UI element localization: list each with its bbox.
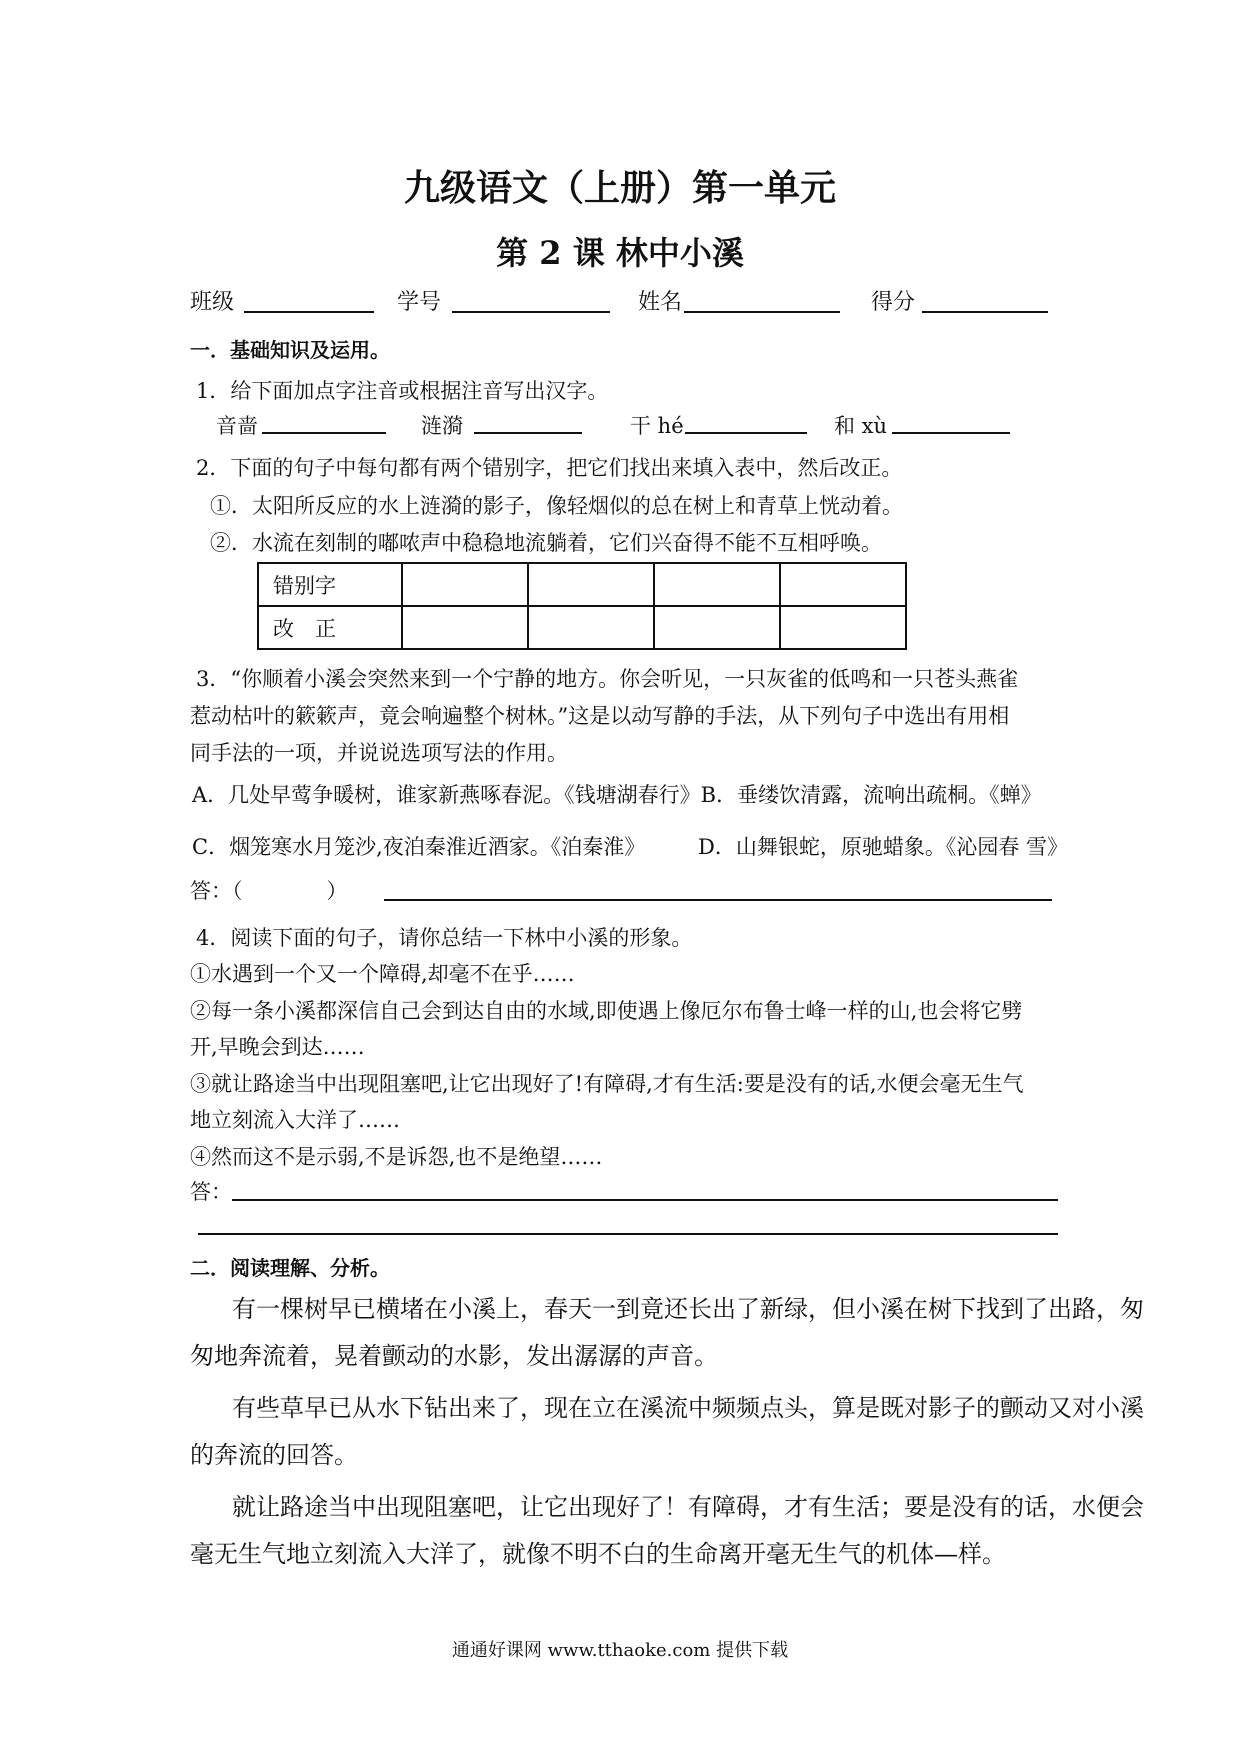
- q1-blank-1: [262, 410, 386, 434]
- q1-item-3: 干 hé: [630, 414, 684, 438]
- q2-sentence-1: ①．太阳所反应的水上涟漪的影子，像轻烟似的总在树上和青草上恍动着。: [210, 494, 903, 518]
- name-label: 姓名: [638, 290, 683, 315]
- q4-answer-label: 答：: [190, 1180, 232, 1204]
- table-row-label-corrections: 改 正: [258, 606, 402, 649]
- student-info-line: [190, 285, 1060, 319]
- table-cell[interactable]: [780, 606, 906, 649]
- q1-blank-2: [474, 410, 582, 434]
- passage-p1-line-1: 有一棵树早已横堵在小溪上，春天一到竟还长出了新绿，但小溪在树下找到了出路，匆: [232, 1295, 1144, 1323]
- table-cell[interactable]: [402, 606, 528, 649]
- passage-p2-line-2: 的奔流的回答。: [190, 1441, 358, 1469]
- q3-line-2: 惹动枯叶的簌簌声，竟会响遍整个树林。”这是以动写静的手法，从下列句子中选出有用相: [190, 704, 1010, 728]
- q4-answer-line-1[interactable]: [232, 1199, 1058, 1201]
- table-row: [258, 606, 906, 649]
- q1-blank-4: [892, 410, 1010, 434]
- table-cell[interactable]: [402, 563, 528, 606]
- passage-p1-line-2: 匆地奔流着，晃着颤动的水影，发出潺潺的声音。: [190, 1342, 718, 1370]
- q1-items: [216, 410, 1036, 440]
- table-row-label-errors: 错别字: [258, 563, 402, 606]
- student-id-label: 学号: [397, 290, 442, 315]
- table-cell[interactable]: [528, 606, 654, 649]
- correction-table: [257, 562, 907, 650]
- q4-answer-line-2[interactable]: [198, 1233, 1058, 1235]
- table-cell[interactable]: [654, 563, 780, 606]
- table-cell[interactable]: [654, 606, 780, 649]
- q3-answer-label: 答：（ ）: [190, 879, 348, 903]
- q4-sentence-3b: 地立刻流入大洋了……: [190, 1108, 400, 1132]
- table-cell[interactable]: [528, 563, 654, 606]
- q2-prompt: 2．下面的句子中每句都有两个错别字，把它们找出来填入表中，然后改正。: [196, 456, 903, 480]
- page-title: 九级语文（上册）第一单元: [403, 167, 836, 209]
- q3-option-a-b: A．几处早莺争暖树，谁家新燕啄春泥。《钱塘湖春行》B．垂缕饮清露，流响出疏桐。《蝉》: [192, 783, 1042, 807]
- q4-sentence-3a: ③就让路途当中出现阻塞吧,让它出现好了!有障碍,才有生活:要是没有的话,水便会毫无生气: [190, 1072, 1024, 1096]
- passage-p3-line-2: 毫无生气地立刻流入大洋了，就像不明不白的生命离开毫无生气的机体—样。: [190, 1540, 1006, 1568]
- q1-blank-3: [685, 410, 807, 434]
- q1-prompt: 1．给下面加点字注音或根据注音写出汉字。: [196, 379, 609, 403]
- q4-sentence-2a: ②每一条小溪都深信自己会到达自由的水域,即使遇上像厄尔布鲁士峰一样的山,也会将它劈: [190, 999, 1023, 1023]
- q1-item-1: 音啬: [216, 414, 258, 438]
- q4-prompt: 4．阅读下面的句子，请你总结一下林中小溪的形象。: [196, 926, 693, 950]
- q2-sentence-2: ②．水流在刻制的嘟哝声中稳稳地流躺着，它们兴奋得不能不互相呼唤。: [210, 531, 882, 555]
- score-blank: [922, 285, 1048, 313]
- q3-answer-line[interactable]: [384, 899, 1052, 901]
- score-label: 得分: [871, 290, 916, 315]
- section2-heading: 二．阅读理解、分析。: [190, 1256, 390, 1280]
- passage-p2-line-1: 有些草早已从水下钻出来了，现在立在溪流中频频点头，算是既对影子的颤动又对小溪: [232, 1394, 1144, 1422]
- q3-option-c: C．烟笼寒水月笼沙,夜泊秦淮近酒家。《泊秦淮》: [192, 835, 646, 859]
- q3-option-d: D．山舞银蛇，原驰蜡象。《沁园春 雪》: [698, 835, 1069, 859]
- section1-heading: 一．基础知识及运用。: [190, 338, 390, 362]
- q3-line-3: 同手法的一项，并说说选项写法的作用。: [190, 741, 568, 765]
- q3-line-1: 3．“你顺着小溪会突然来到一个宁静的地方。你会听见，一只灰雀的低鸣和一只苍头燕雀: [196, 667, 1019, 691]
- q4-sentence-1: ①水遇到一个又一个障碍,却毫不在乎……: [190, 962, 575, 986]
- footer-credit: 通通好课网 www.tthaoke.com 提供下载: [451, 1640, 789, 1661]
- q1-item-4: 和 xù: [834, 414, 888, 438]
- q1-item-2: 涟漪: [421, 414, 463, 438]
- class-blank: [244, 285, 374, 313]
- q4-sentence-2b: 开,早晚会到达……: [190, 1035, 365, 1059]
- table-row: [258, 563, 906, 606]
- name-blank: [684, 285, 840, 313]
- table-cell[interactable]: [780, 563, 906, 606]
- passage-p3-line-1: 就让路途当中出现阻塞吧，让它出现好了！有障碍，才有生活；要是没有的话，水便会: [232, 1493, 1144, 1521]
- student-id-blank: [452, 285, 610, 313]
- class-label: 班级: [190, 290, 235, 315]
- lesson-title: 第 2 课 林中小溪: [496, 234, 744, 272]
- q4-sentence-4: ④然而这不是示弱,不是诉怨,也不是绝望……: [190, 1145, 603, 1169]
